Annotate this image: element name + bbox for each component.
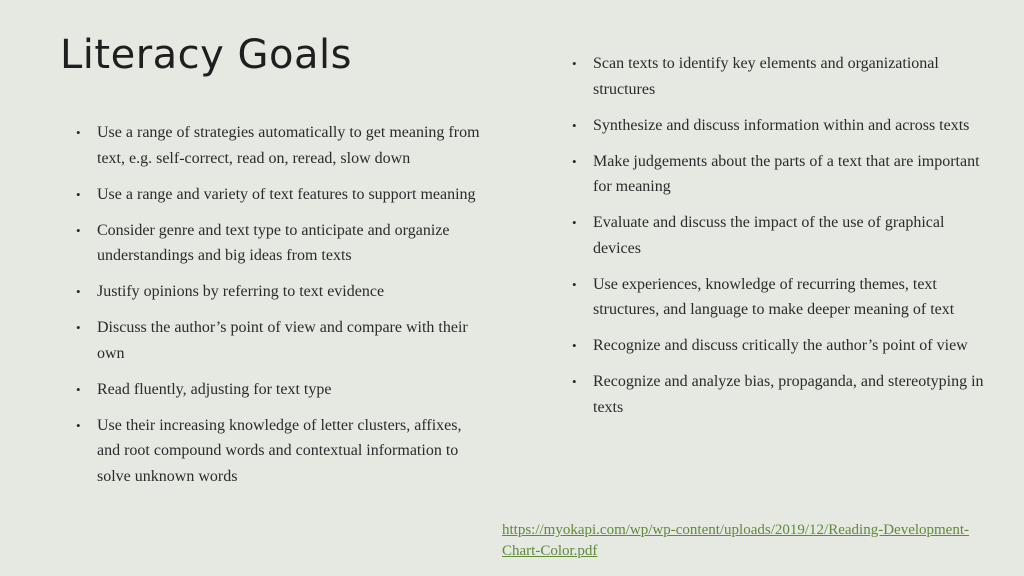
bullet-icon: • <box>76 222 81 238</box>
list-item <box>74 218 484 269</box>
list-item-text: Use their increasing knowledge of letter clusters, affixes, and root compound words and contextual information to solve unknown words <box>97 416 462 485</box>
bullet-icon: • <box>76 320 81 335</box>
bullet-icon: • <box>572 153 577 169</box>
list-item <box>74 120 484 171</box>
bullet-icon: • <box>572 338 577 353</box>
bullet-icon: • <box>572 56 577 71</box>
bullet-icon: • <box>76 417 81 433</box>
list-item-text: Evaluate and discuss the impact of the use of graphical devices <box>593 214 945 257</box>
list-item <box>570 149 990 200</box>
bullet-icon: • <box>76 186 81 202</box>
list-item <box>74 279 484 305</box>
list-item <box>74 413 484 490</box>
list-item-text: Scan texts to identify key elements and organizational structures <box>593 55 939 98</box>
list-item-text: Recognize and analyze bias, propaganda, and stereotyping in texts <box>593 373 984 416</box>
list-item <box>74 182 484 208</box>
right-bullet-list <box>570 51 990 431</box>
slide-title: Literacy Goals <box>60 32 352 78</box>
list-item-text: Consider genre and text type to anticipate and organize understandings and big ideas from texts <box>97 221 450 264</box>
list-item-text: Justify opinions by referring to text evidence <box>97 283 385 300</box>
bullet-icon: • <box>76 284 81 299</box>
list-item-text: Read fluently, adjusting for text type <box>97 380 332 398</box>
list-item-text: Discuss the author’s point of view and compare with their own <box>97 319 468 362</box>
list-item-text: Make judgements about the parts of a text that are important for meaning <box>593 152 980 195</box>
list-item-text: Use experiences, knowledge of recurring themes, text structures, and language to make deeper meaning of text <box>593 275 955 318</box>
bullet-icon: • <box>572 374 577 389</box>
list-item <box>570 113 990 139</box>
list-item-text: Use a range and variety of text features to support meaning <box>97 185 476 203</box>
list-item-text: Synthesize and discuss information within and across texts <box>593 116 970 134</box>
bullet-icon: • <box>76 381 81 397</box>
list-item-text: Use a range of strategies automatically to get meaning from text, e.g. self-correct, read on, reread, slow down <box>97 124 480 167</box>
list-item-text: Recognize and discuss critically the author’s point of view <box>593 337 968 354</box>
list-item <box>570 210 990 261</box>
list-item <box>570 51 990 102</box>
bullet-icon: • <box>572 215 577 230</box>
left-bullet-list <box>74 120 484 500</box>
bullet-icon: • <box>76 125 81 140</box>
source-link[interactable]: https://myokapi.com/wp/wp-content/uploads/2019/12/Reading-Development-Chart-Color.pdf <box>502 522 970 559</box>
list-item <box>570 333 990 359</box>
bullet-icon: • <box>572 117 577 133</box>
list-item <box>74 315 484 366</box>
list-item <box>74 377 484 403</box>
bullet-icon: • <box>572 276 577 292</box>
list-item <box>570 369 990 420</box>
list-item <box>570 272 990 323</box>
